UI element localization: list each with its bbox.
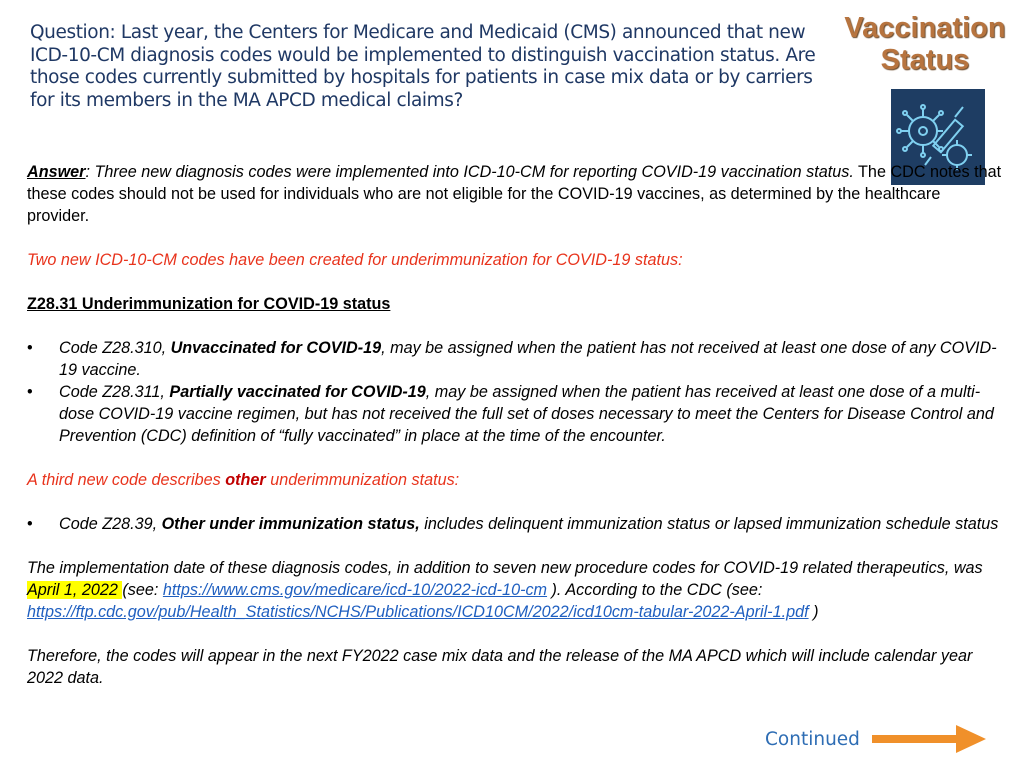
implementation-date: April 1, 2022 [27,581,123,599]
bullet-bold: Other under immunization status, [161,515,420,533]
answer-intro-italic: Three new diagnosis codes were implemented into ICD-10-CM for reporting COVID-19 vaccination status. [89,163,854,181]
section2-intro-bold: other [225,471,266,489]
continued-link[interactable]: Continued [765,729,860,750]
section1-heading: Z28.31 Underimmunization for COVID-19 status [27,295,391,313]
implementation-before: The implementation date of these diagnosis codes, in addition to seven new procedure codes for COVID-19 related therapeutics, was [27,559,983,577]
bullet-z28-310: • Code Z28.310, Unvaccinated for COVID-19, may be assigned when the patient has not received at least one dose of any COVID-19 vaccine. [27,339,997,379]
answer-label: Answer [27,163,86,181]
answer-intro-plain: The CDC notes that these codes should not be used for individuals who are not eligible for the COVID-19 vaccines, as determined by the healthcare provider. [27,163,1002,225]
implementation-mid: ). According to the CDC (see: [547,581,763,599]
section2-intro-after: underimmunization status: [265,471,460,489]
bullet-prefix: Code Z28.311, [59,383,170,401]
bullet-rest: , may be assigned when the patient has not received at least one dose of any COVID-19 vaccine. [59,339,997,379]
bullet-prefix: Code Z28.310, [59,339,171,357]
bullet-bold: Partially vaccinated for COVID-19 [169,383,426,401]
bullet-rest: includes delinquent immunization status or lapsed immunization schedule status [419,515,999,533]
bullet-rest: , may be assigned when the patient has received at least one dose of a multi-dose COVID-19 vaccine regimen, but has not received the full set of doses necessary to meet the Centers for Disease Control and Prevention (CDC) definition of “fully vaccinated” in place at the time of the encounter. [59,383,994,445]
arrow-right-icon[interactable] [872,724,988,754]
badge-title-line1: Vaccination [844,12,1006,44]
bullet-z28-311: • Code Z28.311, Partially vaccinated for COVID-19, may be assigned when the patient has received at least one dose of a multi-dose COVID-19 vaccine regimen, but has not received the full set of doses necessary to meet the Centers for Disease Control and Prevention (CDC) definition of “fully vaccinated” in place at the time of the encounter. [27,383,994,445]
cdc-link[interactable]: https://ftp.cdc.gov/pub/Health_Statistics/NCHS/Publications/ICD10CM/2022/icd10cm-tabular-2022-April-1.pdf [27,603,809,621]
section2-intro [27,469,1002,491]
badge-title [830,12,1020,76]
section2-intro-before: A third new code describes [27,471,226,489]
bullet-prefix: Code Z28.39, [59,515,162,533]
bullet-z28-39: • Code Z28.39, Other under immunization status, includes delinquent immunization status or lapsed immunization schedule status [27,515,999,533]
answer-paragraph [27,161,1002,227]
implementation-end: ) [808,603,819,621]
implementation-paragraph [27,557,1002,623]
cms-link[interactable]: https://www.cms.gov/medicare/icd-10/2022-icd-10-cm [162,581,548,599]
badge-title-line2: Status [880,44,970,76]
section1-intro: Two new ICD-10-CM codes have been created for underimmunization for COVID-19 status: [27,251,683,269]
bullet-bold: Unvaccinated for COVID-19 [170,339,382,357]
question-text: Question: Last year, the Centers for Medicare and Medicaid (CMS) announced that new ICD-10-CM diagnosis codes would be implemented to distinguish vaccination status. Are those codes currently submitted by hospitals for patients in case mix data or by carriers for its members in the MA APCD medical claims? [30,22,816,111]
answer-colon: : [85,163,90,181]
implementation-see: (see: [122,581,163,599]
conclusion-paragraph: Therefore, the codes will appear in the next FY2022 case mix data and the release of the MA APCD which will include calendar year 2022 data. [27,647,973,687]
answer-body [27,161,1002,689]
